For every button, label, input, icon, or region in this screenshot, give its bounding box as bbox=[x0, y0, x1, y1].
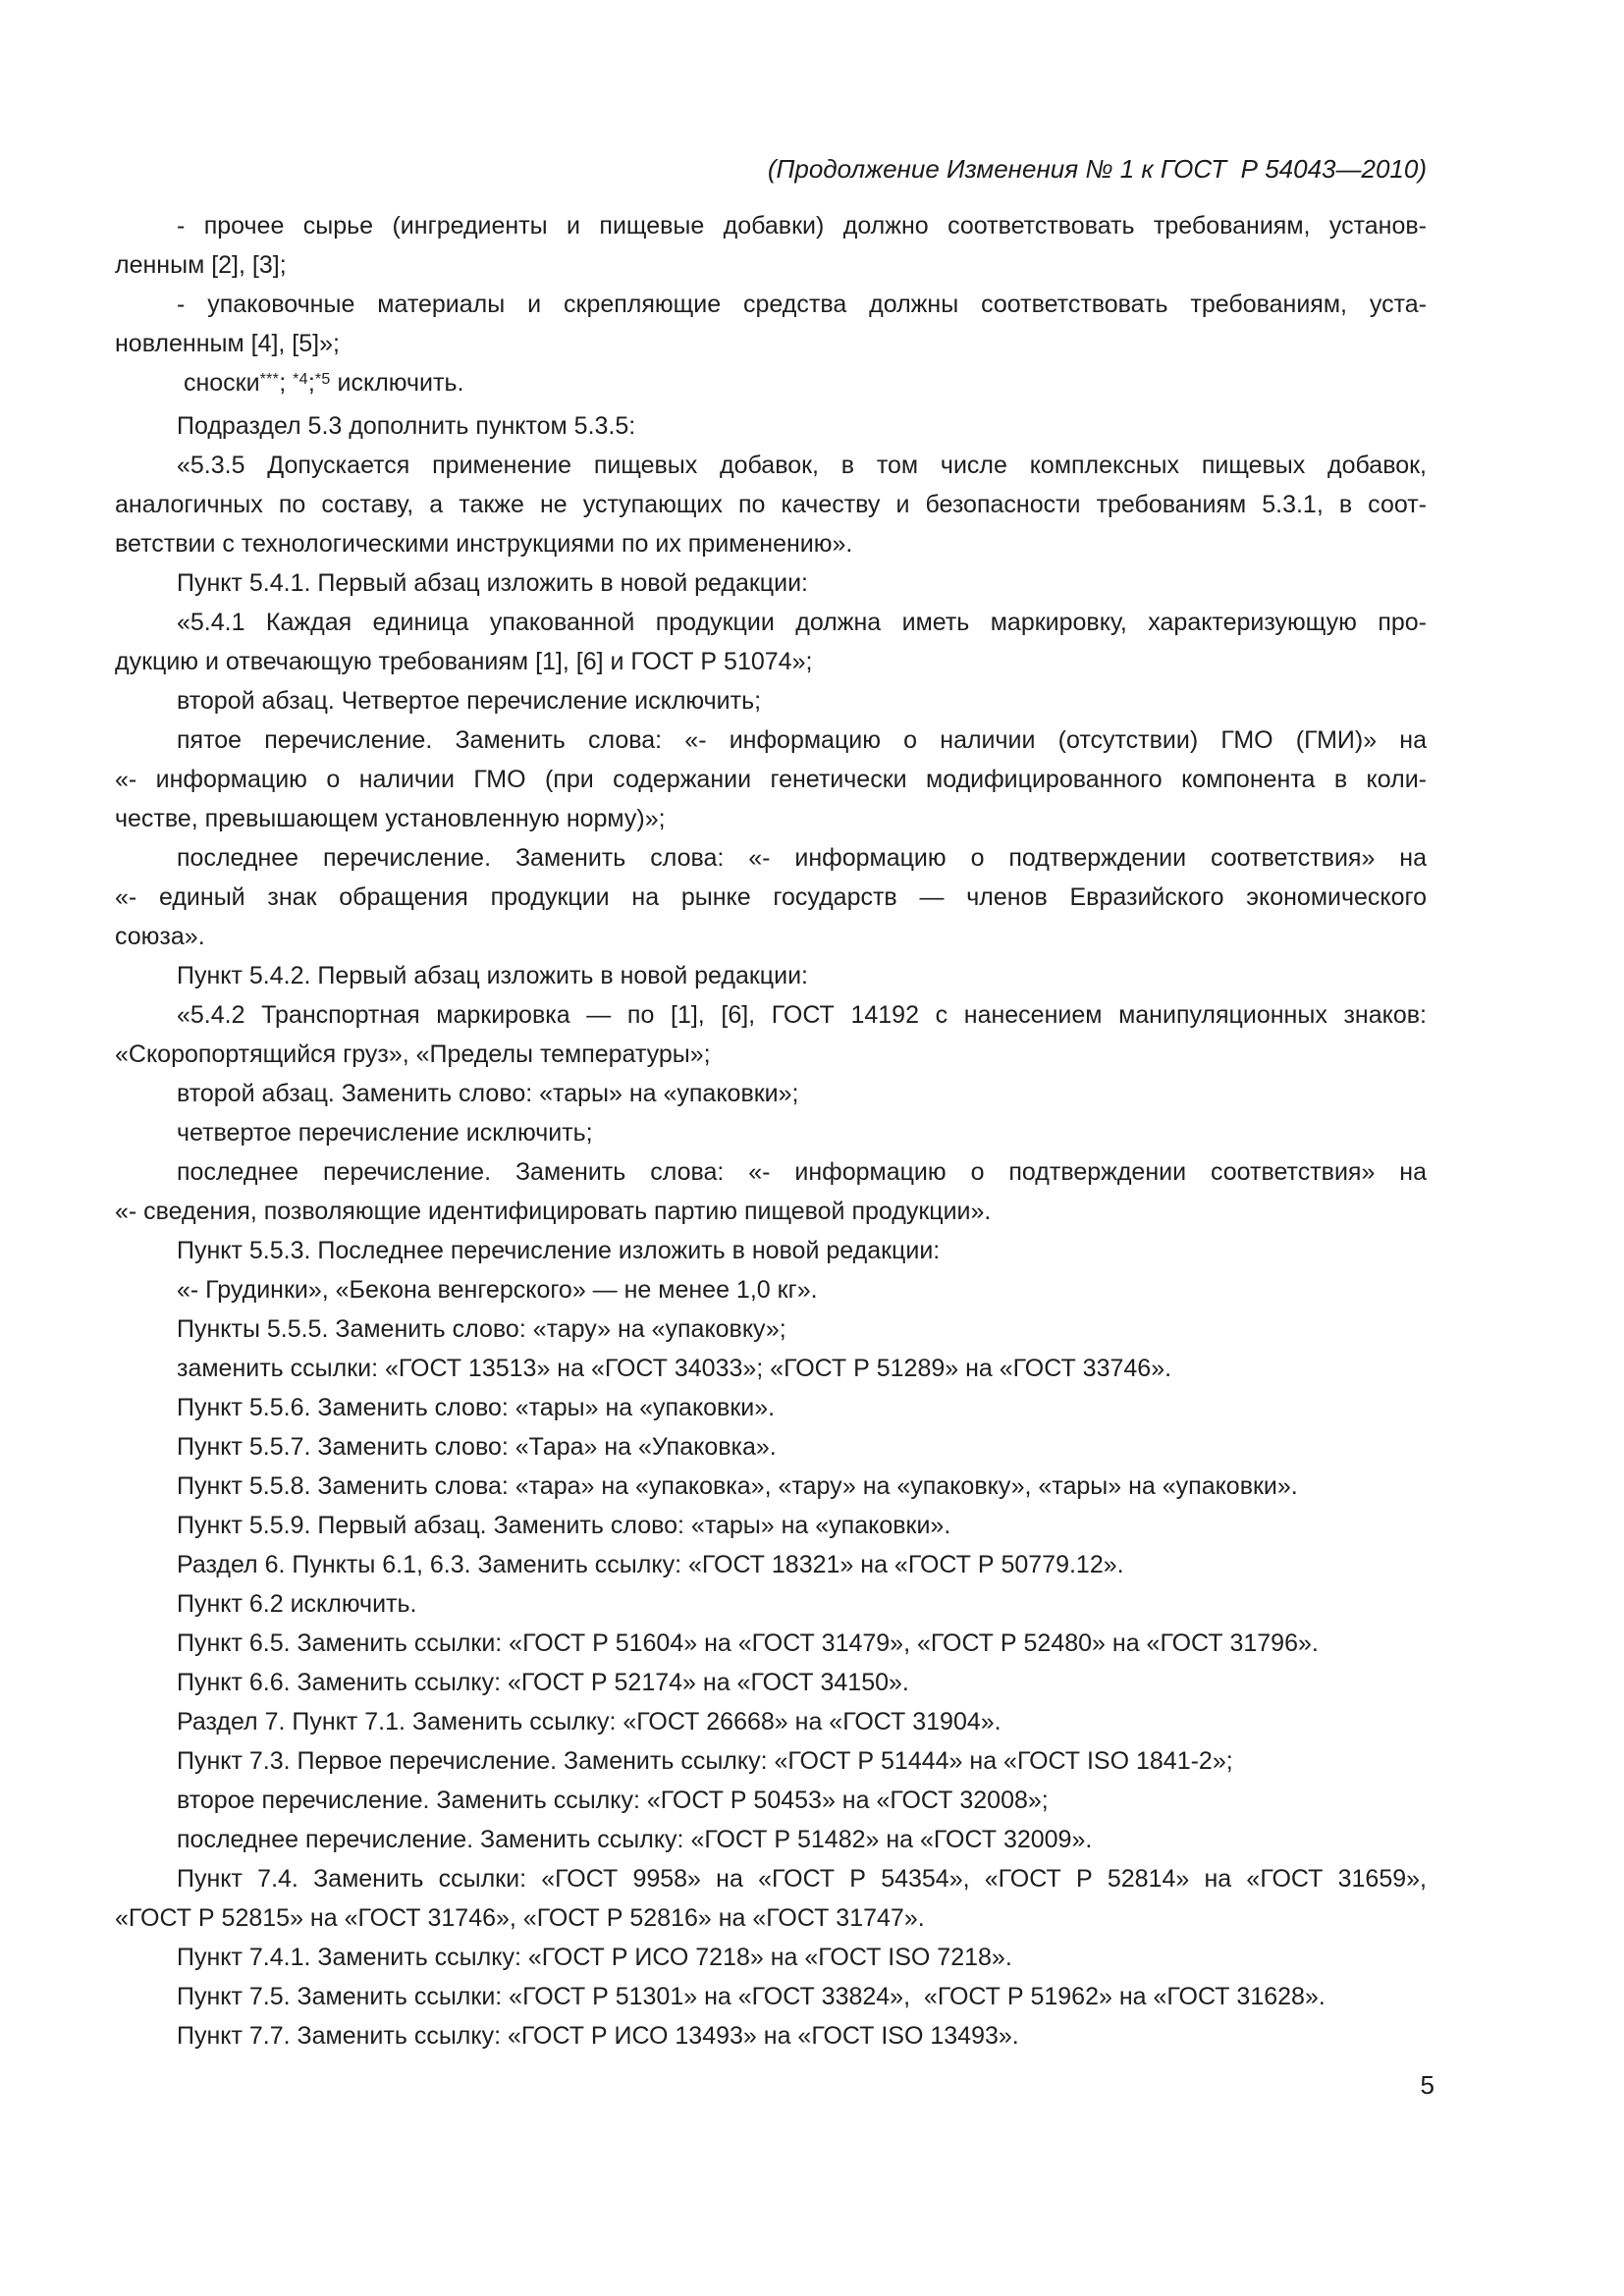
paragraph bbox=[115, 285, 1427, 363]
running-title: (Продолжение Изменения № 1 к ГОСТ Р 54043—2010) bbox=[767, 154, 1427, 184]
text-line: ленным [2], [3]; bbox=[115, 251, 287, 279]
paragraph bbox=[115, 1270, 1427, 1309]
text-line: честве, превышающем установленную норму)»; bbox=[115, 805, 666, 832]
paragraph bbox=[115, 1545, 1427, 1584]
paragraph bbox=[115, 1624, 1427, 1663]
paragraph bbox=[115, 1820, 1427, 1859]
text-line: Пункт 7.4. Заменить ссылки: «ГОСТ 9958» на «ГОСТ Р 54354», «ГОСТ Р 52814» на «ГОСТ 31659», bbox=[177, 1865, 1427, 1893]
paragraph bbox=[115, 995, 1427, 1074]
text-line: «5.4.2 Транспортная маркировка — по [1], [6], ГОСТ 14192 с нанесением манипуляционных знаков: bbox=[177, 1001, 1427, 1029]
paragraph bbox=[115, 1427, 1427, 1467]
text-line: дукцию и отвечающую требованиям [1], [6] и ГОСТ Р 51074»; bbox=[115, 648, 813, 675]
paragraph bbox=[115, 1663, 1427, 1702]
text-line: «5.4.1 Каждая единица упакованной продукции должна иметь маркировку, характеризующую про- bbox=[177, 609, 1427, 636]
text-line: Пункт 5.5.3. Последнее перечисление изложить в новой редакции: bbox=[177, 1237, 941, 1264]
text-line: Пункт 6.5. Заменить ссылки: «ГОСТ Р 51604» на «ГОСТ 31479», «ГОСТ Р 52480» на «ГОСТ 31796». bbox=[177, 1629, 1319, 1657]
paragraph bbox=[115, 603, 1427, 681]
text-line: четвертое перечисление исключить; bbox=[177, 1119, 593, 1147]
text-line: новленным [4], [5]»; bbox=[115, 330, 340, 357]
text-line: последнее перечисление. Заменить слова: «- информацию о подтверждении соответствия» на bbox=[177, 1158, 1427, 1186]
text-line: - прочее сырье (ингредиенты и пищевые добавки) должно соответствовать требованиям, установ- bbox=[177, 212, 1427, 240]
footnote-superscript: *4 bbox=[293, 371, 308, 389]
text-line: «ГОСТ Р 52815» на «ГОСТ 31746», «ГОСТ Р 52816» на «ГОСТ 31747». bbox=[115, 1904, 925, 1932]
text-line: пятое перечисление. Заменить слова: «- информацию о наличии (отсутствии) ГМО (ГМИ)» на bbox=[177, 726, 1427, 754]
paragraph bbox=[115, 956, 1427, 995]
text-run: ; bbox=[307, 369, 315, 397]
text-run: ; bbox=[279, 369, 294, 397]
paragraph bbox=[115, 1741, 1427, 1781]
text-line: аналогичных по составу, а также не уступающих по качеству и безопасности требованиям 5.3.1, в соот- bbox=[115, 491, 1427, 518]
paragraph bbox=[115, 838, 1427, 956]
text-line: Пункт 6.2 исключить. bbox=[177, 1590, 417, 1618]
paragraph bbox=[115, 1467, 1427, 1506]
text-line: «- единый знак обращения продукции на рынке государств — членов Евразийского экономического bbox=[115, 883, 1427, 911]
text-line: «Скоропортящийся груз», «Пределы температуры»; bbox=[115, 1041, 711, 1068]
paragraph bbox=[115, 681, 1427, 721]
paragraph bbox=[115, 1309, 1427, 1349]
text-line: последнее перечисление. Заменить слова: «- информацию о подтверждении соответствия» на bbox=[177, 844, 1427, 872]
text-line: Пункт 5.4.2. Первый абзац изложить в новой редакции: bbox=[177, 962, 809, 989]
text-line: «- сведения, позволяющие идентифицировать партию пищевой продукции». bbox=[115, 1198, 992, 1225]
text-line: Пункт 5.5.8. Заменить слова: «тара» на «упаковка», «тару» на «упаковку», «тары» на «упаковки». bbox=[177, 1472, 1298, 1500]
paragraph bbox=[115, 1781, 1427, 1820]
paragraph bbox=[115, 1859, 1427, 1938]
text-line: Пункт 7.5. Заменить ссылки: «ГОСТ Р 51301» на «ГОСТ 33824», «ГОСТ Р 51962» на «ГОСТ 31628». bbox=[177, 1983, 1326, 2010]
text-line: - упаковочные материалы и скрепляющие средства должны соответствовать требованиям, уста- bbox=[177, 291, 1427, 318]
footnote-superscript: *** bbox=[259, 371, 280, 389]
text-line: ветствии с технологическими инструкциями по их применению». bbox=[115, 530, 853, 558]
text-line: Пункты 5.5.5. Заменить слово: «тару» на «упаковку»; bbox=[177, 1315, 786, 1343]
paragraph bbox=[115, 1938, 1427, 1977]
text-line bbox=[115, 363, 1427, 406]
paragraph bbox=[115, 1349, 1427, 1388]
document-body bbox=[115, 206, 1427, 2056]
paragraph bbox=[115, 563, 1427, 603]
paragraph bbox=[115, 1113, 1427, 1152]
paragraph bbox=[115, 1584, 1427, 1624]
paragraph bbox=[115, 363, 1427, 406]
text-line: Пункт 7.3. Первое перечисление. Заменить ссылку: «ГОСТ Р 51444» на «ГОСТ ISO 1841-2»; bbox=[177, 1747, 1233, 1775]
paragraph bbox=[115, 206, 1427, 285]
text-line: Подраздел 5.3 дополнить пунктом 5.3.5: bbox=[177, 412, 636, 440]
paragraph bbox=[115, 1231, 1427, 1270]
paragraph bbox=[115, 721, 1427, 838]
text-line: второй абзац. Четвертое перечисление исключить; bbox=[177, 687, 762, 715]
paragraph bbox=[115, 1074, 1427, 1113]
paragraph bbox=[115, 406, 1427, 446]
text-line: Пункт 5.5.6. Заменить слово: «тары» на «упаковки». bbox=[177, 1394, 776, 1421]
text-run: сноски bbox=[177, 369, 260, 397]
text-line: Пункт 7.4.1. Заменить ссылку: «ГОСТ Р ИСО 7218» на «ГОСТ ISO 7218». bbox=[177, 1944, 1012, 1971]
text-run: исключить. bbox=[330, 369, 464, 397]
paragraph bbox=[115, 1152, 1427, 1231]
text-line: Раздел 7. Пункт 7.1. Заменить ссылку: «ГОСТ 26668» на «ГОСТ 31904». bbox=[177, 1708, 1001, 1735]
text-line: Раздел 6. Пункты 6.1, 6.3. Заменить ссылку: «ГОСТ 18321» на «ГОСТ Р 50779.12». bbox=[177, 1551, 1124, 1578]
paragraph bbox=[115, 1702, 1427, 1741]
paragraph bbox=[115, 2016, 1427, 2056]
text-line: «- Грудинки», «Бекона венгерского» — не менее 1,0 кг». bbox=[177, 1276, 818, 1304]
text-line: «5.3.5 Допускается применение пищевых добавок, в том числе комплексных пищевых добавок, bbox=[177, 452, 1427, 479]
paragraph bbox=[115, 446, 1427, 563]
text-line: Пункт 7.7. Заменить ссылку: «ГОСТ Р ИСО 13493» на «ГОСТ ISO 13493». bbox=[177, 2022, 1019, 2050]
footnote-superscript: *5 bbox=[314, 371, 331, 389]
text-line: Пункт 5.4.1. Первый абзац изложить в новой редакции: bbox=[177, 569, 809, 597]
text-line: «- информацию о наличии ГМО (при содержании генетически модифицированного компонента в коли- bbox=[115, 766, 1427, 793]
text-line: второй абзац. Заменить слово: «тары» на «упаковки»; bbox=[177, 1080, 799, 1107]
paragraph bbox=[115, 1506, 1427, 1545]
text-line: Пункт 6.6. Заменить ссылку: «ГОСТ Р 52174» на «ГОСТ 34150». bbox=[177, 1669, 909, 1696]
text-line: Пункт 5.5.7. Заменить слово: «Тара» на «Упаковка». bbox=[177, 1433, 777, 1461]
text-line: второе перечисление. Заменить ссылку: «ГОСТ Р 50453» на «ГОСТ 32008»; bbox=[177, 1787, 1049, 1814]
page-number: 5 bbox=[1420, 2070, 1435, 2100]
paragraph bbox=[115, 1388, 1427, 1427]
text-line: последнее перечисление. Заменить ссылку: «ГОСТ Р 51482» на «ГОСТ 32009». bbox=[177, 1826, 1093, 1853]
text-line: союза». bbox=[115, 923, 205, 950]
text-line: Пункт 5.5.9. Первый абзац. Заменить слово: «тары» на «упаковки». bbox=[177, 1512, 951, 1539]
text-line: заменить ссылки: «ГОСТ 13513» на «ГОСТ 34033»; «ГОСТ Р 51289» на «ГОСТ 33746». bbox=[177, 1355, 1172, 1382]
paragraph bbox=[115, 1977, 1427, 2016]
